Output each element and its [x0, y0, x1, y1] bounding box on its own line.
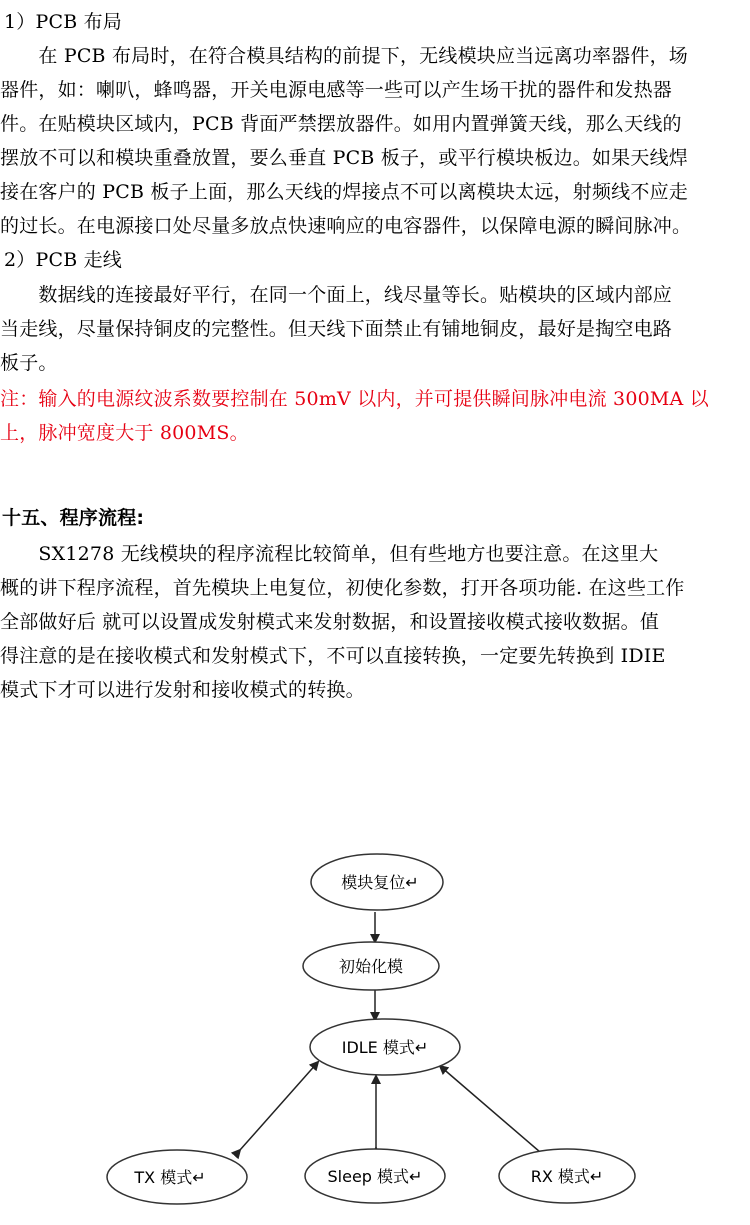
paragraph-line: 件。在贴模块区域内，PCB 背面严禁摆放器件。如用内置弹簧天线，那么天线的 [0, 113, 682, 135]
note-line: 上，脉冲宽度大于 800MS。 [0, 422, 249, 444]
arrow-idle-tx [240, 1062, 318, 1150]
paragraph-line: 模式下才可以进行发射和接收模式的转换。 [0, 679, 365, 701]
node-tx [107, 1150, 247, 1204]
heading-program-flow: 十五、程序流程: [2, 507, 145, 529]
paragraph-line: 当走线，尽量保持铜皮的完整性。但天线下面禁止有铺地铜皮，最好是掏空电路 [0, 318, 673, 340]
paragraph-line: 的过长。在电源接口处尽量多放点快速响应的电容器件，以保障电源的瞬间脉冲。 [0, 215, 692, 237]
paragraph-line: 摆放不可以和模块重叠放置，要么垂直 PCB 板子，或平行模块板边。如果天线焊 [0, 147, 688, 169]
paragraph-line: 板子。 [0, 352, 58, 374]
node-rx [499, 1149, 635, 1203]
paragraph-line: 得注意的是在接收模式和发射模式下，不可以直接转换，一定要先转换到 IDIE [0, 645, 666, 667]
node-init [303, 942, 439, 990]
paragraph-line: 器件，如：喇叭，蜂鸣器，开关电源电感等一些可以产生场干扰的器件和发热器 [0, 79, 673, 101]
paragraph-line: SX1278 无线模块的程序流程比较简单，但有些地方也要注意。在这里大 [0, 543, 659, 565]
node-idle [310, 1019, 460, 1075]
node-tx-label: TX 模式↵ [134, 1168, 206, 1187]
node-init-label: 初始化模 [338, 957, 404, 976]
node-reset-label: 模块复位↵ [341, 873, 419, 892]
heading-pcb-routing: 2）PCB 走线 [4, 249, 123, 271]
node-sleep-label: Sleep 模式↵ [327, 1167, 423, 1186]
paragraph-line: 概的讲下程序流程，首先模块上电复位，初使化参数，打开各项功能. 在这些工作 [0, 577, 685, 599]
paragraph-line: 在 PCB 布局时，在符合模具结构的前提下，无线模块应当远离功率器件，场 [0, 45, 688, 67]
node-sleep [305, 1149, 445, 1203]
arrow-idle-rx [440, 1066, 540, 1152]
node-reset [311, 854, 443, 910]
heading-pcb-layout: 1）PCB 布局 [4, 11, 123, 33]
note-line: 注：输入的电源纹波系数要控制在 50mV 以内，并可提供瞬间脉冲电流 300MA 以 [0, 388, 709, 410]
paragraph-line: 数据线的连接最好平行，在同一个面上，线尽量等长。贴模块的区域内部应 [0, 284, 673, 306]
paragraph-line: 接在客户的 PCB 板子上面，那么天线的焊接点不可以离模块太远，射频线不应走 [0, 181, 688, 203]
node-idle-label: IDLE 模式↵ [341, 1038, 429, 1057]
node-rx-label: RX 模式↵ [530, 1167, 604, 1186]
paragraph-line: 全部做好后 就可以设置成发射模式来发射数据，和设置接收模式接收数据。值 [0, 611, 660, 633]
